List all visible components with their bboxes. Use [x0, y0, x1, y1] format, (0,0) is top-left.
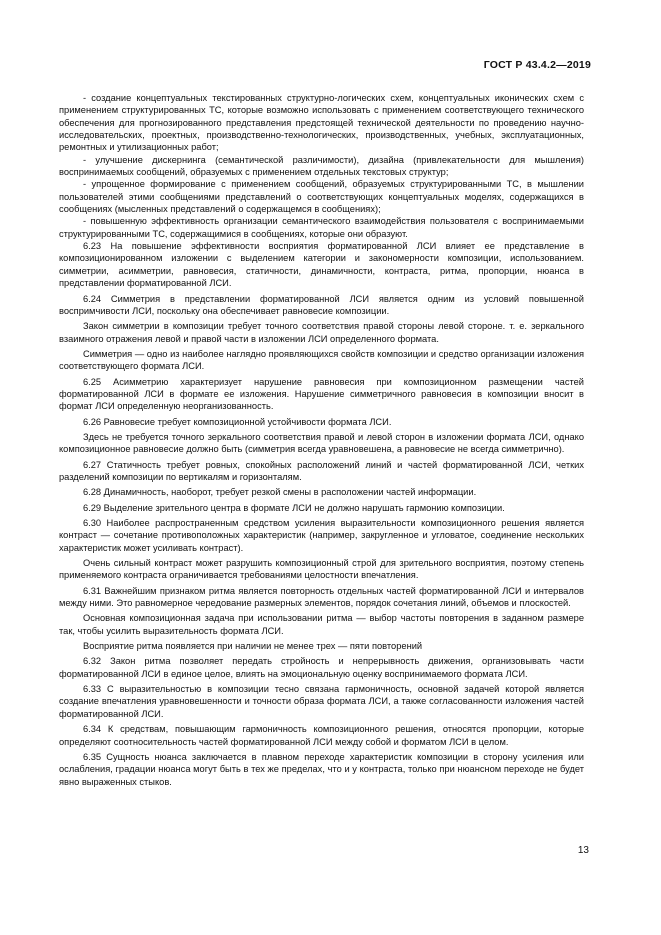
paragraph: 6.27 Статичность требует ровных, спокойных расположений линий и частей форматированной ЛСИ, четких разделений композиции по вертикалям и горизонталям.: [59, 459, 584, 482]
paragraph: 6.33 С выразительностью в композиции тесно связана гармоничность, основной задачей которой является создание впечатления уравновешенности и точности образа формата ЛСИ, а также согласованности изложения частей форматированной ЛСИ.: [59, 684, 584, 719]
page-number: 13: [577, 845, 589, 856]
paragraph: Закон симметрии в композиции требует точного соответствия правой стороны левой стороне. т. е. зеркального взаимного отражения левой и правой части в изложении ЛСИ определенного формата.: [59, 321, 584, 344]
paragraph: 6.24 Симметрия в представлении форматированной ЛСИ является одним из условий повышенной воспримчивости ЛСИ, поскольку она обеспечивает равновесие композиции.: [59, 293, 584, 316]
paragraph: 6.34 К средствам, повышающим гармоничность композиционного решения, относятся пропорции, которые определяют соотносительность частей форматированной ЛСИ между собой и форматом ЛСИ в целом.: [59, 724, 584, 747]
paragraph: - улучшение дискернинга (семантической различимости), дизайна (привлекательности для мышления) воспринимаемых сообщений, образуемых с применением отдельных текстовых структур;: [59, 154, 584, 178]
paragraph: 6.28 Динамичность, наоборот, требует резкой смены в расположении частей информации.: [83, 487, 477, 498]
paragraph: 6.26 Равновесие требует композиционной устойчивости формата ЛСИ.: [83, 416, 392, 427]
paragraph: 6.25 Асимметрию характеризует нарушение равновесия при композиционном размещении частей форматированной ЛСИ в формате ее изложения. Нарушение симметричного равновесия в композиции вносит в формат ЛСИ определенную неорганизованность.: [59, 376, 584, 412]
paragraph: 6.31 Важнейшим признаком ритма является повторность отдельных частей форматированной ЛСИ и интервалов между ними. Это равномерное чередование размерных элементов, порядок сочетания линий, объемов и плоскостей.: [59, 585, 584, 609]
paragraph: Здесь не требуется точного зеркального соответствия правой и левой сторон в изложении формата ЛСИ, однако композиционное равновесие должно быть (симметрия всегда уравновешена, а равновесие не всегда симметрично).: [59, 431, 584, 455]
paragraph: 6.23 На повышение эффективности восприятия форматированной ЛСИ влияет ее представление в композиционированном изложении с выделением категории и закономерности композиции, использованием. симметрии, асимметрии, равновесия, статичности, динамичности, контраста, ритма, пропорции, нюанса в представлении форматированной ЛСИ.: [59, 241, 584, 289]
paragraph: 6.29 Выделение зрительного центра в формате ЛСИ не должно нарушать гармонию композиции.: [83, 502, 505, 513]
paragraph: Основная композиционная задача при использовании ритма — выбор частоты повторения в заданном размере так, чтобы усилить выразительность формата ЛСИ.: [59, 613, 584, 636]
paragraph: - повышенную эффективность организации семантического взаимодействия пользователя с воспринимаемыми структурированными ТС, содержащимися в сообщениях, которые они образуют.: [59, 216, 584, 239]
paragraph: Симметрия — одно из наиболее наглядно проявляющихся свойств композиции и средство организации изложения соответствующего формата ЛСИ.: [59, 348, 584, 372]
document-body: [59, 92, 584, 788]
document-header: ГОСТ Р 43.4.2—2019: [483, 59, 591, 71]
paragraph: Очень сильный контраст может разрушить композиционный строй для зрительного восприятия, поэтому степень применяемого контраста ограничивается требованиями целостности впечатления.: [59, 558, 584, 581]
paragraph: 6.32 Закон ритма позволяет передать стройность и непрерывность движения, организовывать части форматированной ЛСИ в единое целое, влиять на эмоциональную оценку воспринимаемого формата ЛСИ.: [59, 656, 584, 679]
paragraph: - создание концептуальных текстированных структурно-логических схем, концептуальных иконических схем с применением структурированных ТС, которые возможно использовать с применением соответствующего технического обеспечения для прогнозированного представления предстоящей технической деятельности по проведению научно-исследовательских, проектных, производственно-технологических, производственных, учебных, эксплуатационных, ремонтных и утилизационных работ;: [59, 93, 584, 153]
paragraph: 6.30 Наиболее распространенным средством усиления выразительности композиционного решения является контраст — сочетание противоположных характеристик (например, закругленное и угловатое, соединение нескольких характеристик может усиливать контраст).: [59, 518, 584, 553]
paragraph: 6.35 Сущность нюанса заключается в плавном переходе характеристик композиции в сторону усиления или ослабления, градации нюанса могут быть в тех же пределах, что и у контраста, только при нюансном переходе не будет явно выраженных стыков.: [59, 751, 584, 787]
paragraph: Восприятие ритма появляется при наличии не менее трех — пяти повторений: [83, 641, 423, 652]
paragraph: - упрощенное формирование с применением сообщений, образуемых структурированными ТС, в мышлении пользователей этими сообщениями представлений о соответствующих концептуальных моделях, содержащихся в сообщениях (мысленных представлений о содержащемся в сообщениях);: [59, 179, 584, 215]
